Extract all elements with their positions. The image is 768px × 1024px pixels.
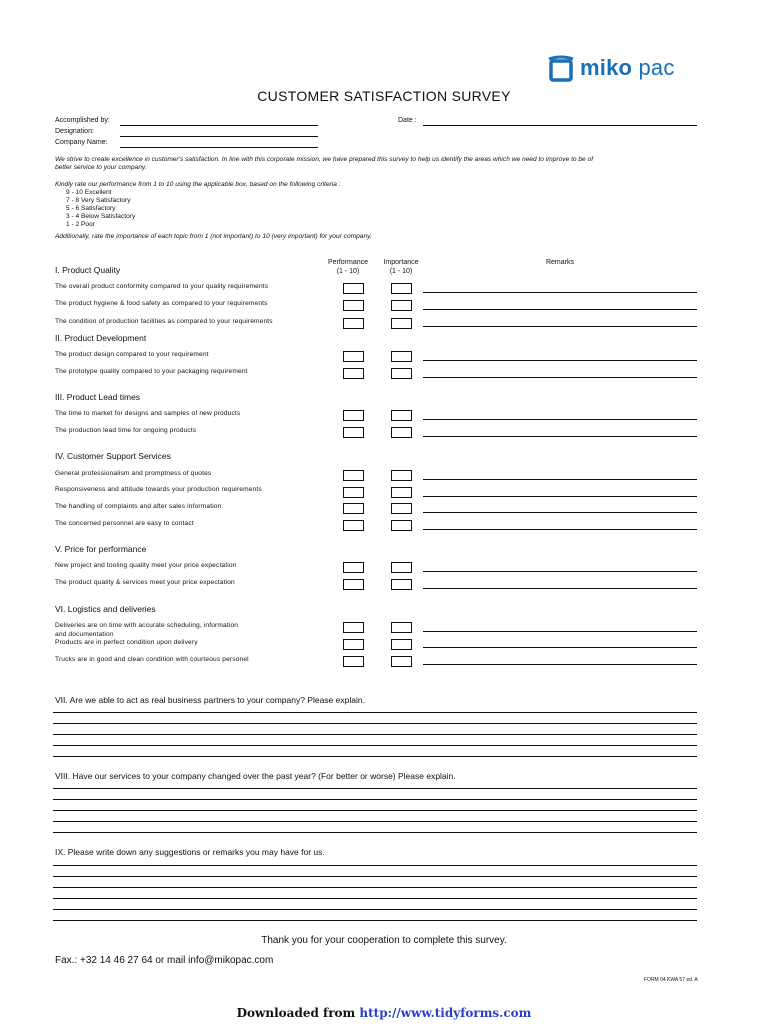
answer-line[interactable] (53, 745, 697, 746)
remarks-field[interactable] (423, 292, 697, 293)
remarks-field[interactable] (423, 419, 697, 420)
performance-rating-box[interactable] (343, 410, 364, 421)
criteria-item: 3 - 4 Below Satisfactory (66, 213, 136, 220)
download-link[interactable]: http://www.tidyforms.com (359, 1006, 532, 1020)
remarks-column-header: Remarks (545, 259, 574, 266)
answer-line[interactable] (53, 756, 697, 757)
remarks-field[interactable] (423, 326, 697, 327)
question-text: The product design compared to your requirement (55, 351, 209, 358)
company-name-label: Company Name: (55, 139, 108, 146)
remarks-field[interactable] (423, 529, 697, 530)
answer-line[interactable] (53, 887, 697, 888)
performance-rating-box[interactable] (343, 351, 364, 362)
open-question: VIII. Have our services to your company changed over the past year? (For better or worse) Please explain. (55, 771, 456, 781)
importance-rating-box[interactable] (391, 300, 412, 311)
section-title: IV. Customer Support Services (55, 451, 171, 461)
answer-line[interactable] (53, 865, 697, 866)
logo-text: miko pac (580, 55, 675, 80)
question-text: Trucks are in good and clean condition with courteous personel (55, 656, 249, 663)
section-title: I. Product Quality (55, 265, 121, 275)
importance-rating-box[interactable] (391, 368, 412, 379)
importance-rating-box[interactable] (391, 318, 412, 329)
answer-line[interactable] (53, 920, 697, 921)
remarks-field[interactable] (423, 631, 697, 632)
importance-rating-box[interactable] (391, 639, 412, 650)
company-name-field[interactable] (120, 147, 318, 148)
performance-rating-box[interactable] (343, 639, 364, 650)
importance-note: Additionally, rate the importance of each topic from 1 (not important) to 10 (very important) for your company. (55, 233, 372, 240)
answer-line[interactable] (53, 734, 697, 735)
importance-rating-box[interactable] (391, 283, 412, 294)
answer-line[interactable] (53, 821, 697, 822)
importance-rating-box[interactable] (391, 562, 412, 573)
question-text: The product hygiene & food safety as compared to your requirements (55, 300, 268, 307)
question-text: The production lead time for ongoing products (55, 427, 197, 434)
answer-line[interactable] (53, 810, 697, 811)
question-text: Products are in perfect condition upon delivery (55, 639, 198, 646)
question-text: The concerned personnel are easy to contact (55, 520, 194, 527)
question-text: General professionalism and promptness of quotes (55, 470, 212, 477)
page-title: CUSTOMER SATISFACTION SURVEY (257, 88, 511, 104)
section-title: VI. Logistics and deliveries (55, 604, 156, 614)
performance-rating-box[interactable] (343, 503, 364, 514)
remarks-field[interactable] (423, 436, 697, 437)
remarks-field[interactable] (423, 496, 697, 497)
thank-you-text: Thank you for your cooperation to complete this survey. (261, 935, 507, 946)
remarks-field[interactable] (423, 479, 697, 480)
answer-line[interactable] (53, 876, 697, 877)
question-text: The time to market for designs and samples of new products (55, 410, 241, 417)
section-title: II. Product Development (55, 333, 147, 343)
importance-rating-box[interactable] (391, 427, 412, 438)
open-question: VII. Are we able to act as real business partners to your company? Please explain. (55, 695, 365, 705)
question-text: The condition of production facilities as compared to your requirements (55, 318, 273, 325)
section-title: V. Price for performance (55, 544, 147, 554)
criteria-list (66, 189, 135, 229)
accomplished-by-label: Accomplished by: (55, 117, 110, 124)
answer-line[interactable] (53, 788, 697, 789)
performance-rating-box[interactable] (343, 318, 364, 329)
remarks-field[interactable] (423, 309, 697, 310)
remarks-field[interactable] (423, 377, 697, 378)
question-text: The overall product conformity compared to your quality requirements (55, 283, 269, 290)
performance-rating-box[interactable] (343, 470, 364, 481)
performance-rating-box[interactable] (343, 368, 364, 379)
importance-rating-box[interactable] (391, 410, 412, 421)
miko-pac-logo-icon (548, 54, 574, 82)
answer-line[interactable] (53, 832, 697, 833)
criteria-intro: Kindly rate our performance from 1 to 10 using the applicable box, based on the following criteria : (55, 181, 341, 188)
answer-line[interactable] (53, 712, 697, 713)
importance-rating-box[interactable] (391, 503, 412, 514)
designation-field[interactable] (120, 136, 318, 137)
performance-column-header: Performance (1 - 10) (327, 259, 369, 275)
remarks-field[interactable] (423, 360, 697, 361)
importance-column-header: Importance (1 - 10) (383, 259, 419, 275)
accomplished-by-field[interactable] (120, 125, 318, 126)
criteria-item: 5 - 6 Satisfactory (66, 205, 116, 212)
criteria-item: 9 - 10 Excellent (66, 189, 112, 196)
importance-rating-box[interactable] (391, 487, 412, 498)
question-text: Responsiveness and attitude towards your production requirements (55, 486, 262, 493)
performance-rating-box[interactable] (343, 622, 364, 633)
criteria-item: 7 - 8 Very Satisfactory (66, 197, 131, 204)
importance-rating-box[interactable] (391, 470, 412, 481)
performance-rating-box[interactable] (343, 656, 364, 667)
importance-rating-box[interactable] (391, 579, 412, 590)
answer-line[interactable] (53, 909, 697, 910)
performance-rating-box[interactable] (343, 300, 364, 311)
contact-info: Fax.: +32 14 46 27 64 or mail info@mikopac.com (55, 955, 274, 966)
performance-rating-box[interactable] (343, 487, 364, 498)
form-number: FORM 04 KWA 57 ed. A (644, 977, 698, 983)
importance-rating-box[interactable] (391, 520, 412, 531)
performance-rating-box[interactable] (343, 283, 364, 294)
performance-rating-box[interactable] (343, 579, 364, 590)
remarks-field[interactable] (423, 664, 697, 665)
question-text: New project and tooling quality meet your price expectation (55, 562, 237, 569)
answer-line[interactable] (53, 723, 697, 724)
section-title: III. Product Lead times (55, 392, 141, 402)
importance-rating-box[interactable] (391, 622, 412, 633)
question-text: The handling of complaints and after sales information (55, 503, 222, 510)
open-question: IX. Please write down any suggestions or remarks you may have for us. (55, 847, 325, 857)
question-text: The product quality & services meet your price expectation (55, 579, 235, 586)
intro-text: We strive to create excellence in customer's satisfaction. In line with this corporate mission, we have prepared this survey to help us identify the areas which we need to improve to be of better service to your company. (55, 156, 594, 171)
answer-line[interactable] (53, 898, 697, 899)
importance-rating-box[interactable] (391, 351, 412, 362)
remarks-field[interactable] (423, 571, 697, 572)
date-field[interactable] (423, 125, 697, 126)
criteria-item: 1 - 2 Poor (66, 221, 95, 228)
date-label: Date : (398, 117, 417, 124)
remarks-field[interactable] (423, 588, 697, 589)
performance-rating-box[interactable] (343, 520, 364, 531)
remarks-field[interactable] (423, 647, 697, 648)
performance-rating-box[interactable] (343, 562, 364, 573)
remarks-field[interactable] (423, 512, 697, 513)
question-text: The prototype quality compared to your packaging requirement (55, 368, 248, 375)
designation-label: Designation: (55, 128, 94, 135)
performance-rating-box[interactable] (343, 427, 364, 438)
question-text: Deliveries are on time with accurate scheduling, information (55, 622, 239, 629)
answer-line[interactable] (53, 799, 697, 800)
miko-pac-logo (548, 50, 698, 86)
download-footer: Downloaded from http://www.tidyforms.com (236, 1006, 532, 1020)
question-text: and documentation (55, 631, 114, 638)
importance-rating-box[interactable] (391, 656, 412, 667)
